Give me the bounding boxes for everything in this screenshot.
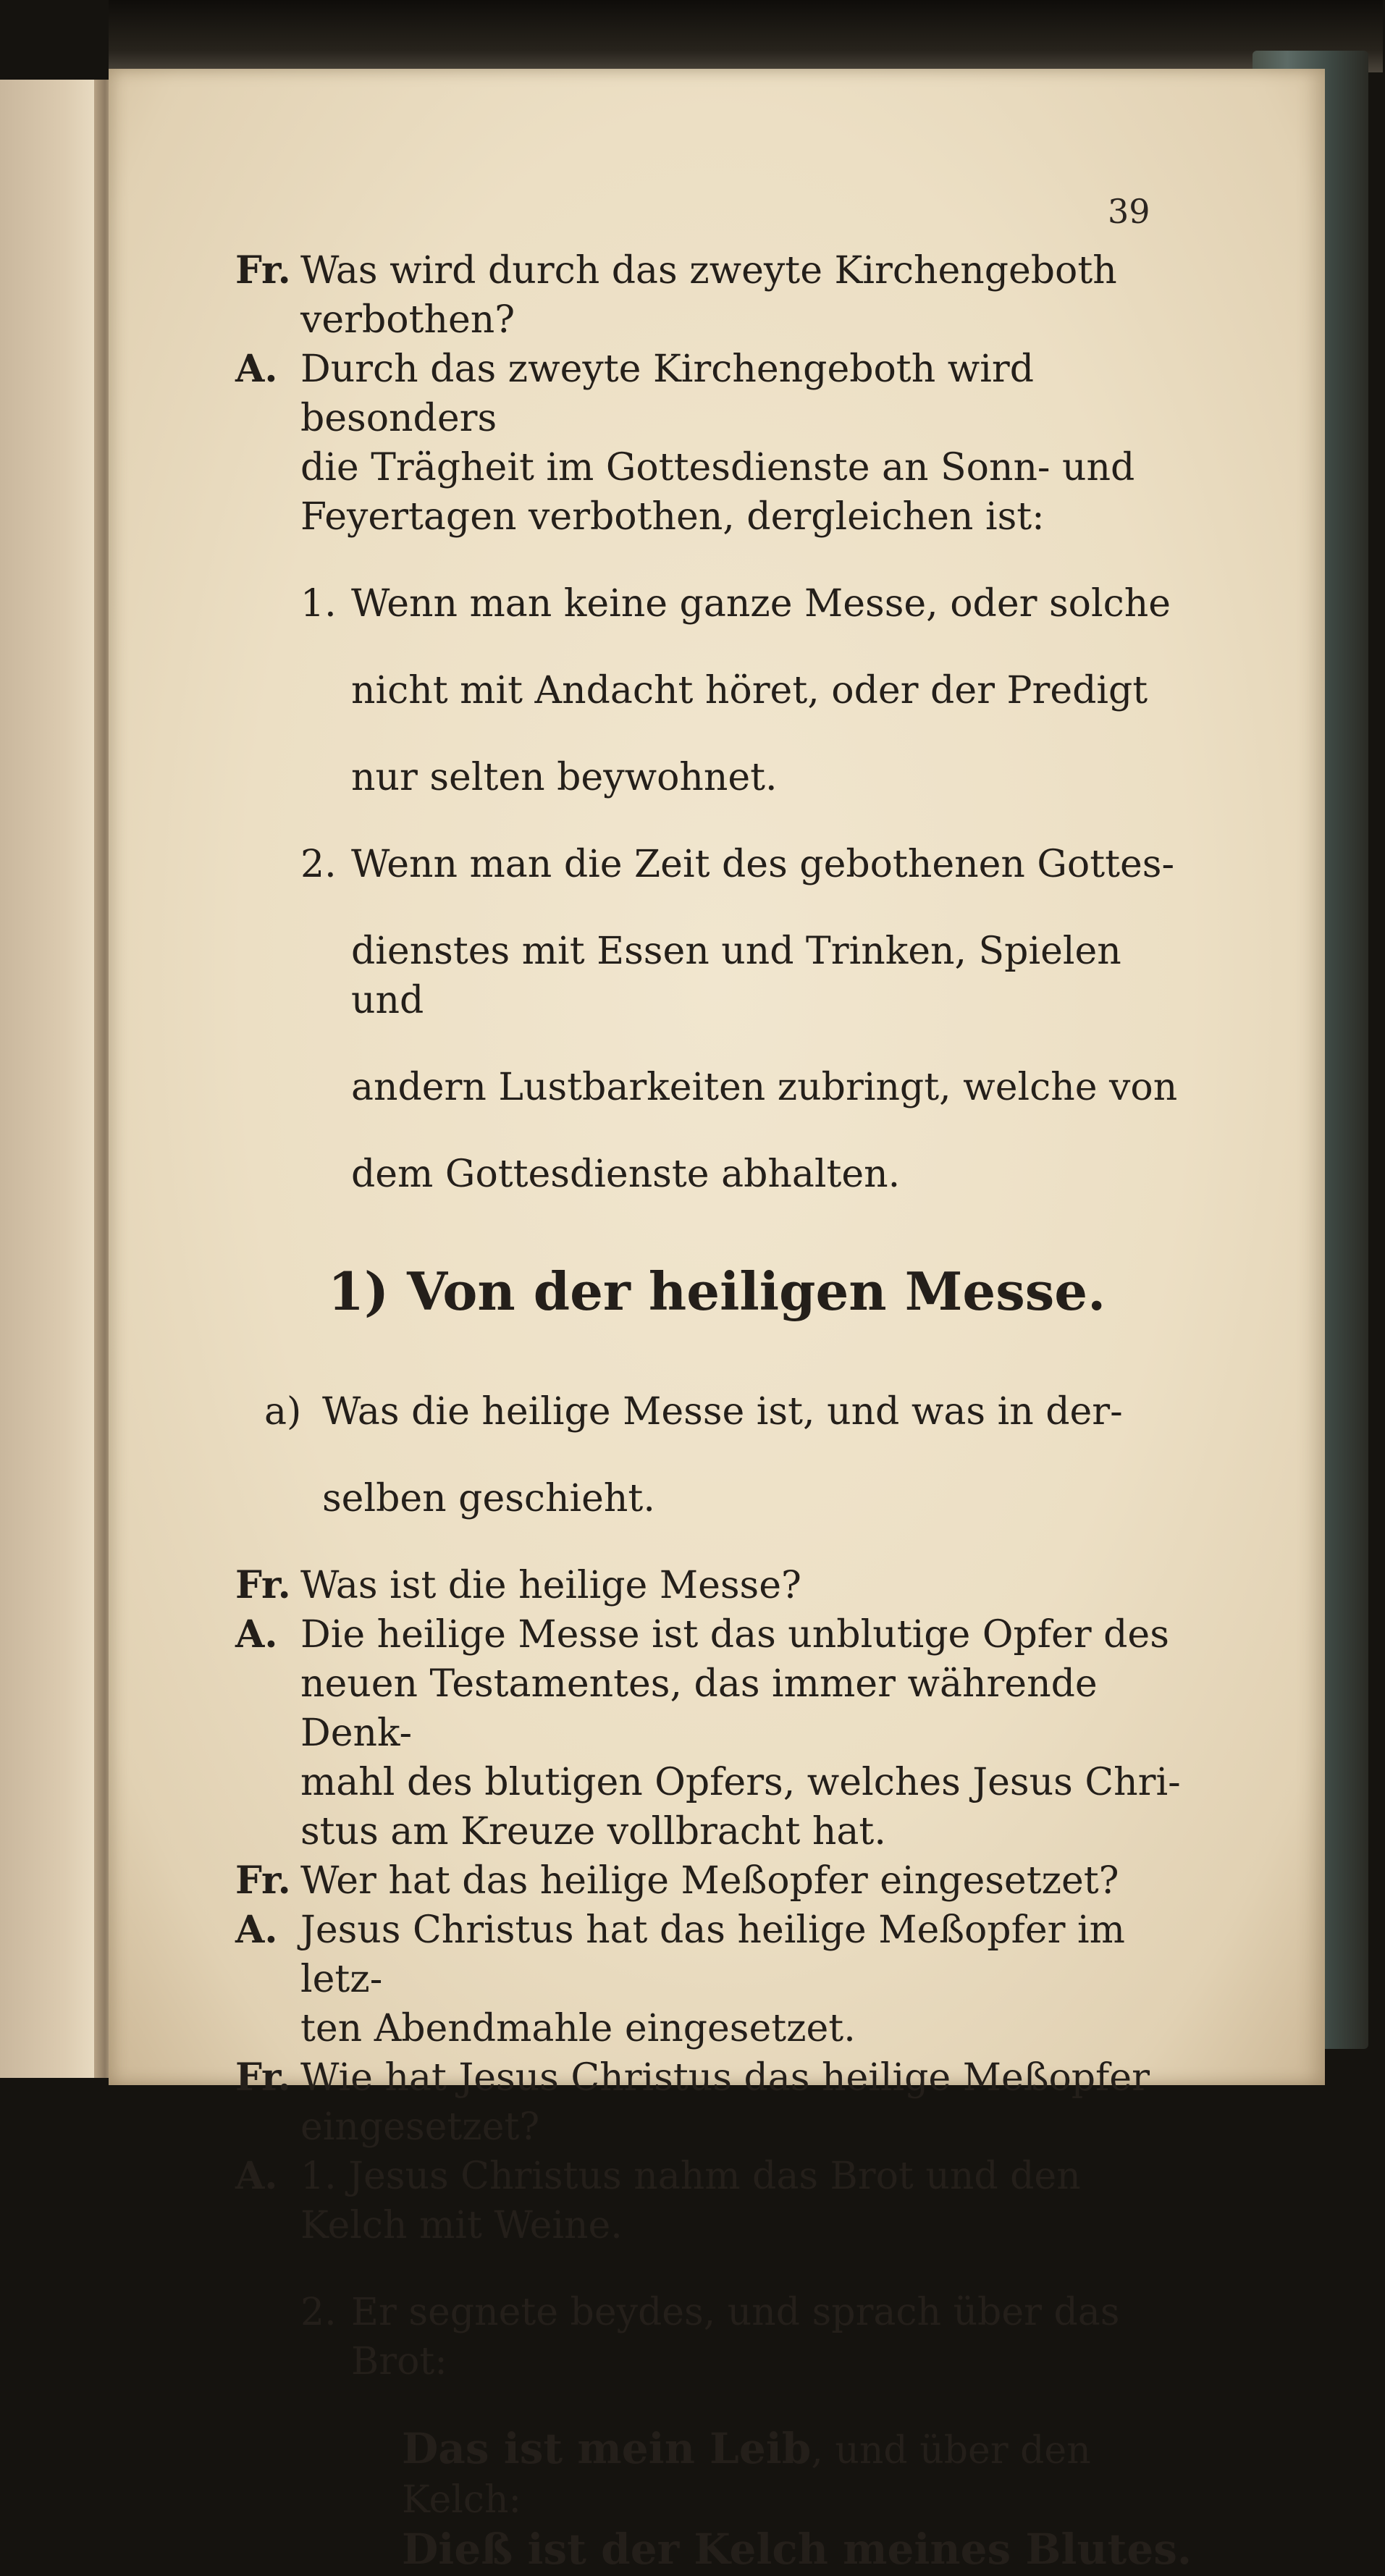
text-line: dienstes mit Essen und Trinken, Spielen und [351,930,1121,1022]
text-line: Was ist die heilige Messe? [300,1564,801,1607]
question-mark: Fr. [235,2055,291,2100]
text-line [300,2152,1198,2201]
question-mark: Fr. [235,248,291,292]
emphasized-line [235,2525,1198,2576]
text-line: selben geschieht. [322,1477,655,1520]
text-line: verbothen? [300,298,515,342]
text-line: Durch das zweyte Kirchengeboth wird besonders [300,348,1035,440]
section-heading: 1) Von der heiligen Messe. [327,1260,1106,1322]
page-number: 39 [1108,192,1150,231]
question-entry [235,1561,1198,1610]
top-shadow [109,0,1383,72]
text-span: , und über den Kelch: [402,2429,1091,2522]
numbered-item [235,2288,1198,2386]
text-line: dem Gottesdienste abhalten. [351,1153,901,1196]
text-line: die Trägheit im Gottesdienste an Sonn- und [300,446,1135,489]
text-line: Kelch mit Weine. [300,2204,623,2247]
text-line: Feyertagen verbothen, dergleichen ist: [300,495,1045,539]
text-line: nicht mit Andacht höret, oder der Predigt [351,669,1148,712]
text-line: Was die heilige Messe ist, und was in der- [322,1390,1123,1434]
answer-mark: A. [235,347,278,391]
question-entry [235,2053,1198,2152]
question-entry [235,246,1198,345]
text-span: Jesus Christus nahm das Brot und den [348,2155,1081,2198]
text-line: eingesetzet? [300,2105,540,2149]
emphasized-line [235,2424,1198,2525]
left-page-edge [0,80,109,2078]
subsection-number: a) [264,1390,302,1434]
text-line: Jesus Christus hat das heilige Meßopfer im letz- [300,1908,1125,2001]
subsection-title [235,1387,1198,1523]
item-number: 2. [300,2291,337,2334]
text-line: nur selten beywohnet. [351,756,778,799]
answer-entry [235,2152,1198,2250]
text-line: andern Lustbarkeiten zubringt, welche von [351,1066,1178,1109]
text-line: Wenn man die Zeit des gebothenen Gottes- [351,843,1175,886]
answer-mark: A. [235,2154,278,2198]
question-mark: Fr. [235,1563,291,1607]
answer-mark: A. [235,1908,278,1952]
page-text [235,246,1198,2576]
emphasized-text: Das ist mein Leib [402,2424,812,2473]
item-number: 1. [300,582,337,626]
text-line: Er segnete beydes, und sprach über das Brot: [351,2291,1120,2383]
numbered-item [235,579,1198,802]
text-line: Was wird durch das zweyte Kirchengeboth [300,249,1117,292]
text-line: mahl des blutigen Opfers, welches Jesus Chri- [300,1761,1181,1804]
question-entry [235,1856,1198,1906]
text-line: Wie hat Jesus Christus das heilige Meßopfer [300,2056,1150,2100]
text-line: Wer hat das heilige Meßopfer eingesetzet? [300,1859,1119,1903]
numbered-item [235,840,1198,1199]
answer-entry [235,1610,1198,1856]
emphasized-text: Dieß ist der Kelch meines Blutes. [402,2525,1192,2574]
item-number: 2. [300,843,337,886]
text-line: ten Abendmahle eingesetzet. [300,2007,856,2050]
text-line: neuen Testamentes, das immer währende Denk- [300,1662,1098,1755]
answer-entry [235,1906,1198,2053]
text-line: stus am Kreuze vollbracht hat. [300,1810,886,1853]
text-line: Wenn man keine ganze Messe, oder solche [351,582,1171,626]
answer-entry [235,345,1198,542]
item-number: 1. [300,2155,337,2198]
answer-mark: A. [235,1612,278,1657]
text-line: Die heilige Messe ist das unblutige Opfer des [300,1613,1169,1657]
question-mark: Fr. [235,1859,291,1903]
